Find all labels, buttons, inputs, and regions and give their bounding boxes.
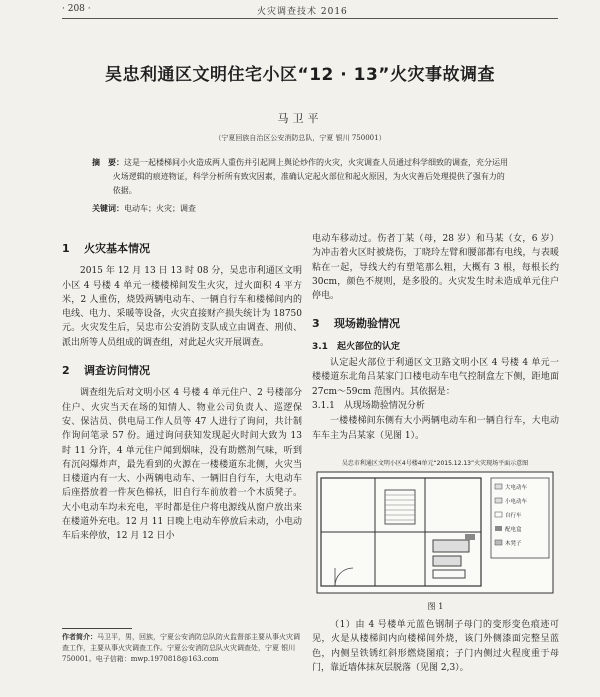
paragraph: 一楼楼梯间东侧有大小两辆电动车和一辆自行车，大电动车车主为吕某家（见图 1）。 xyxy=(312,416,559,441)
keywords-label: 关键词： xyxy=(92,204,124,213)
subsection-heading-3-1: 3.1 起火部位的认定 xyxy=(312,341,400,352)
legend-item: 自行车 xyxy=(505,513,522,519)
section-heading-3: 3 现场勘验情况 xyxy=(312,317,400,331)
section-heading-1: 1 火灾基本情况 xyxy=(62,242,150,255)
keywords-text: 电动车；火灾；调查 xyxy=(124,204,196,213)
journal-name: 火灾调查技术 2016 xyxy=(257,7,348,17)
abstract xyxy=(92,156,512,198)
page-number: · 208 · xyxy=(62,4,91,14)
paragraph: 调查组先后对文明小区 4 号楼 4 单元住户、2 号楼部分住户、火灾当天在场的知情人、物业公司负责人、巡逻保安、保洁员、供电局工作人员等 47 人进行了询问，共计制作询问笔录 57 份。通过询问获知发现起火时间大致为 13 时 11 分许，4 单元住户闻到烟味，没有助燃剂气味，听到有沉闷爆炸声，最先看到的火源在一楼楼道东北侧，火灾当日楼道内有一大、小两辆电动车、一辆旧自行车，大电动车后座搭放着一件灰色棉袄，旧自行车前放着一个木质凳子。大小电动车均未充电，平时都是住户将电源线从窗户放出来在楼道外充电。12 月 11 日晚上电动车停放后未动，小电动车后来停放，12 月 12 日小 xyxy=(62,388,302,542)
legend-item: 木凳子 xyxy=(505,541,522,547)
running-header xyxy=(62,4,562,18)
footnote-rule xyxy=(62,628,132,629)
author-affiliation: （宁夏回族自治区公安消防总队，宁夏 银川 750001） xyxy=(214,134,386,142)
abstract-block xyxy=(92,156,512,216)
figure-1 xyxy=(315,458,555,598)
header-rule xyxy=(62,18,558,19)
author-name: 马卫平 xyxy=(277,112,323,125)
control-box-mark xyxy=(465,534,475,540)
big-ebike-mark xyxy=(433,540,469,552)
small-ebike-mark xyxy=(433,556,461,566)
figure-title: 吴忠市利通区文明小区4号楼4单元“2015.12.13”火灾现场平面示意图 xyxy=(341,460,529,467)
paragraph: 认定起火部位于利通区文卫路文明小区 4 号楼 4 单元一楼楼道东北角吕某家门口楼电动车电气控制盒左下侧，距地面 27cm～59cm 范围内。其依据是： xyxy=(312,358,559,397)
article-title: 吴忠利通区文明住宅小区“12 · 13”火灾事故调查 xyxy=(105,65,495,85)
subsubsection-heading-3-1-1: 3.1.1 从现场勘验情况分析 xyxy=(312,400,425,411)
figure-caption: 图 1 xyxy=(427,602,444,611)
left-column xyxy=(62,232,302,544)
abstract-text: 这是一起楼梯间小火造成两人重伤并引起网上舆论炒作的火灾，火灾调查人员通过科学细致的调查，充分运用火场逻辑的痕迹物证，科学分析所有致灾因素，准确认定起火部位和起火原因，为火灾善后处理提供了强有力的依据。 xyxy=(112,158,508,195)
floor-plan-diagram xyxy=(315,470,555,595)
paragraph: 电动车移动过。伤者丁某（母，28 岁）和马某（女，6 岁）为冲击着火区时被烧伤，丁晓玲左臂和腰部都有电线，与表暖粘在一起，导线大约有塑笔那么粗，大概有 3 根，每根长约 30cm，颜色不规则，是多股的。火灾发生时未造成单元住户停电。 xyxy=(312,234,559,302)
legend-item: 配电盒 xyxy=(505,527,522,533)
legend-item: 小电动车 xyxy=(505,499,528,505)
abstract-label: 摘 要： xyxy=(92,158,124,167)
section-heading-2: 2 调查访问情况 xyxy=(62,364,150,378)
author-footnote: 作者简介：马卫平，男，回族，宁夏公安消防总队防火监督部主要从事火灾调查工作，主要从事火灾调查工作。宁夏公安消防总队火灾调查处，宁夏 银川 750001。电子信箱：mwp.1970818@163.com xyxy=(62,633,300,663)
right-column xyxy=(312,232,559,443)
paragraph: （1）由 4 号楼单元蓝色钢制子母门的变形变色痕迹可见，火是从楼梯间内向楼梯间外烧，该门外侧漆面完整呈蓝色，内侧呈铁锈红斜形燃烧图痕；子门内侧过火程度重于母门，靠近墙体抹灰层脱落（见图 2,3）。 xyxy=(312,620,559,673)
keywords xyxy=(92,202,512,216)
legend-item: 大电动车 xyxy=(505,485,528,491)
paragraph: 2015 年 12 月 13 日 13 时 08 分，吴忠市利通区文明小区 4 号楼 4 单元一楼楼梯间发生火灾，过火面积 4 平方米，2 人重伤，烧毁两辆电动车、一辆自行车和楼梯间内的电线、电力、采暖等设备，火灾直接财产损失统计为 18750 元。火灾发生后，吴忠市公安消防支队成立由调查、刑侦、派出所等人员组成的调查组，对此起火灾开展调查。 xyxy=(62,266,302,348)
